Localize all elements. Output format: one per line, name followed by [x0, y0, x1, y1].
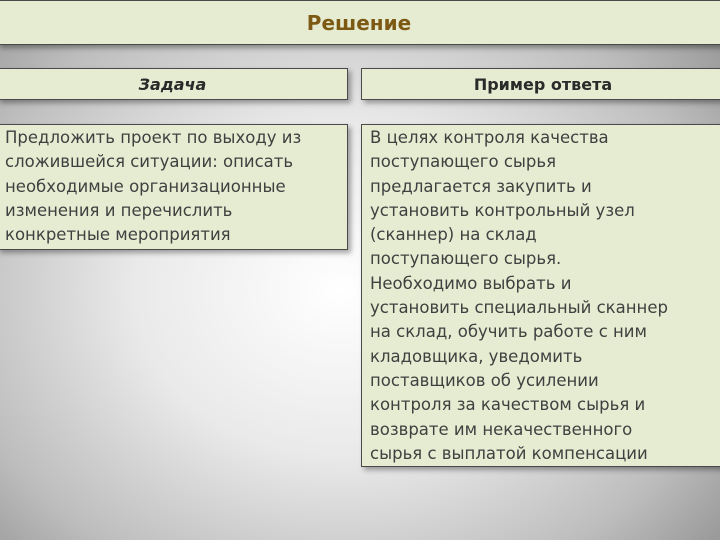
answer-line: Необходимо выбрать и [370, 273, 572, 293]
task-line: изменения и перечислить [5, 200, 233, 220]
answer-line: кладовщика, уведомить [370, 346, 583, 366]
column-header-task-label: Задача [138, 75, 207, 94]
answer-line: В целях контроля качества [370, 128, 609, 147]
task-line: Предложить проект по выходу из [5, 128, 302, 147]
task-line: конкретные мероприятия [5, 225, 231, 245]
task-cell [0, 124, 348, 250]
answer-line: установить контрольный узел [370, 200, 635, 220]
answer-line: установить специальный сканнер [370, 298, 668, 318]
column-header-answer-label: Пример ответа [473, 75, 613, 94]
answer-cell [361, 124, 720, 467]
answer-line: сырья с выплатой компенсации [370, 443, 648, 463]
column-header-answer [361, 68, 720, 100]
answer-line: поступающего сырья [370, 152, 557, 172]
answer-line: поступающего сырья. [370, 249, 562, 269]
answer-line: контроля за качеством сырья и [370, 395, 646, 415]
slide-title-bar [0, 0, 720, 45]
answer-line: (сканнер) на склад [370, 225, 537, 245]
answer-line: предлагается закупить и [370, 176, 592, 196]
answer-line: возврате им некачественного [370, 419, 633, 439]
column-header-task [0, 68, 348, 100]
answer-line: на склад, обучить работе с ним [370, 322, 647, 342]
answer-line: поставщиков об усилении [370, 370, 599, 390]
task-line: сложившейся ситуации: описать [5, 152, 294, 172]
task-line: необходимые организационные [5, 176, 286, 196]
slide-title: Решение [306, 11, 412, 35]
